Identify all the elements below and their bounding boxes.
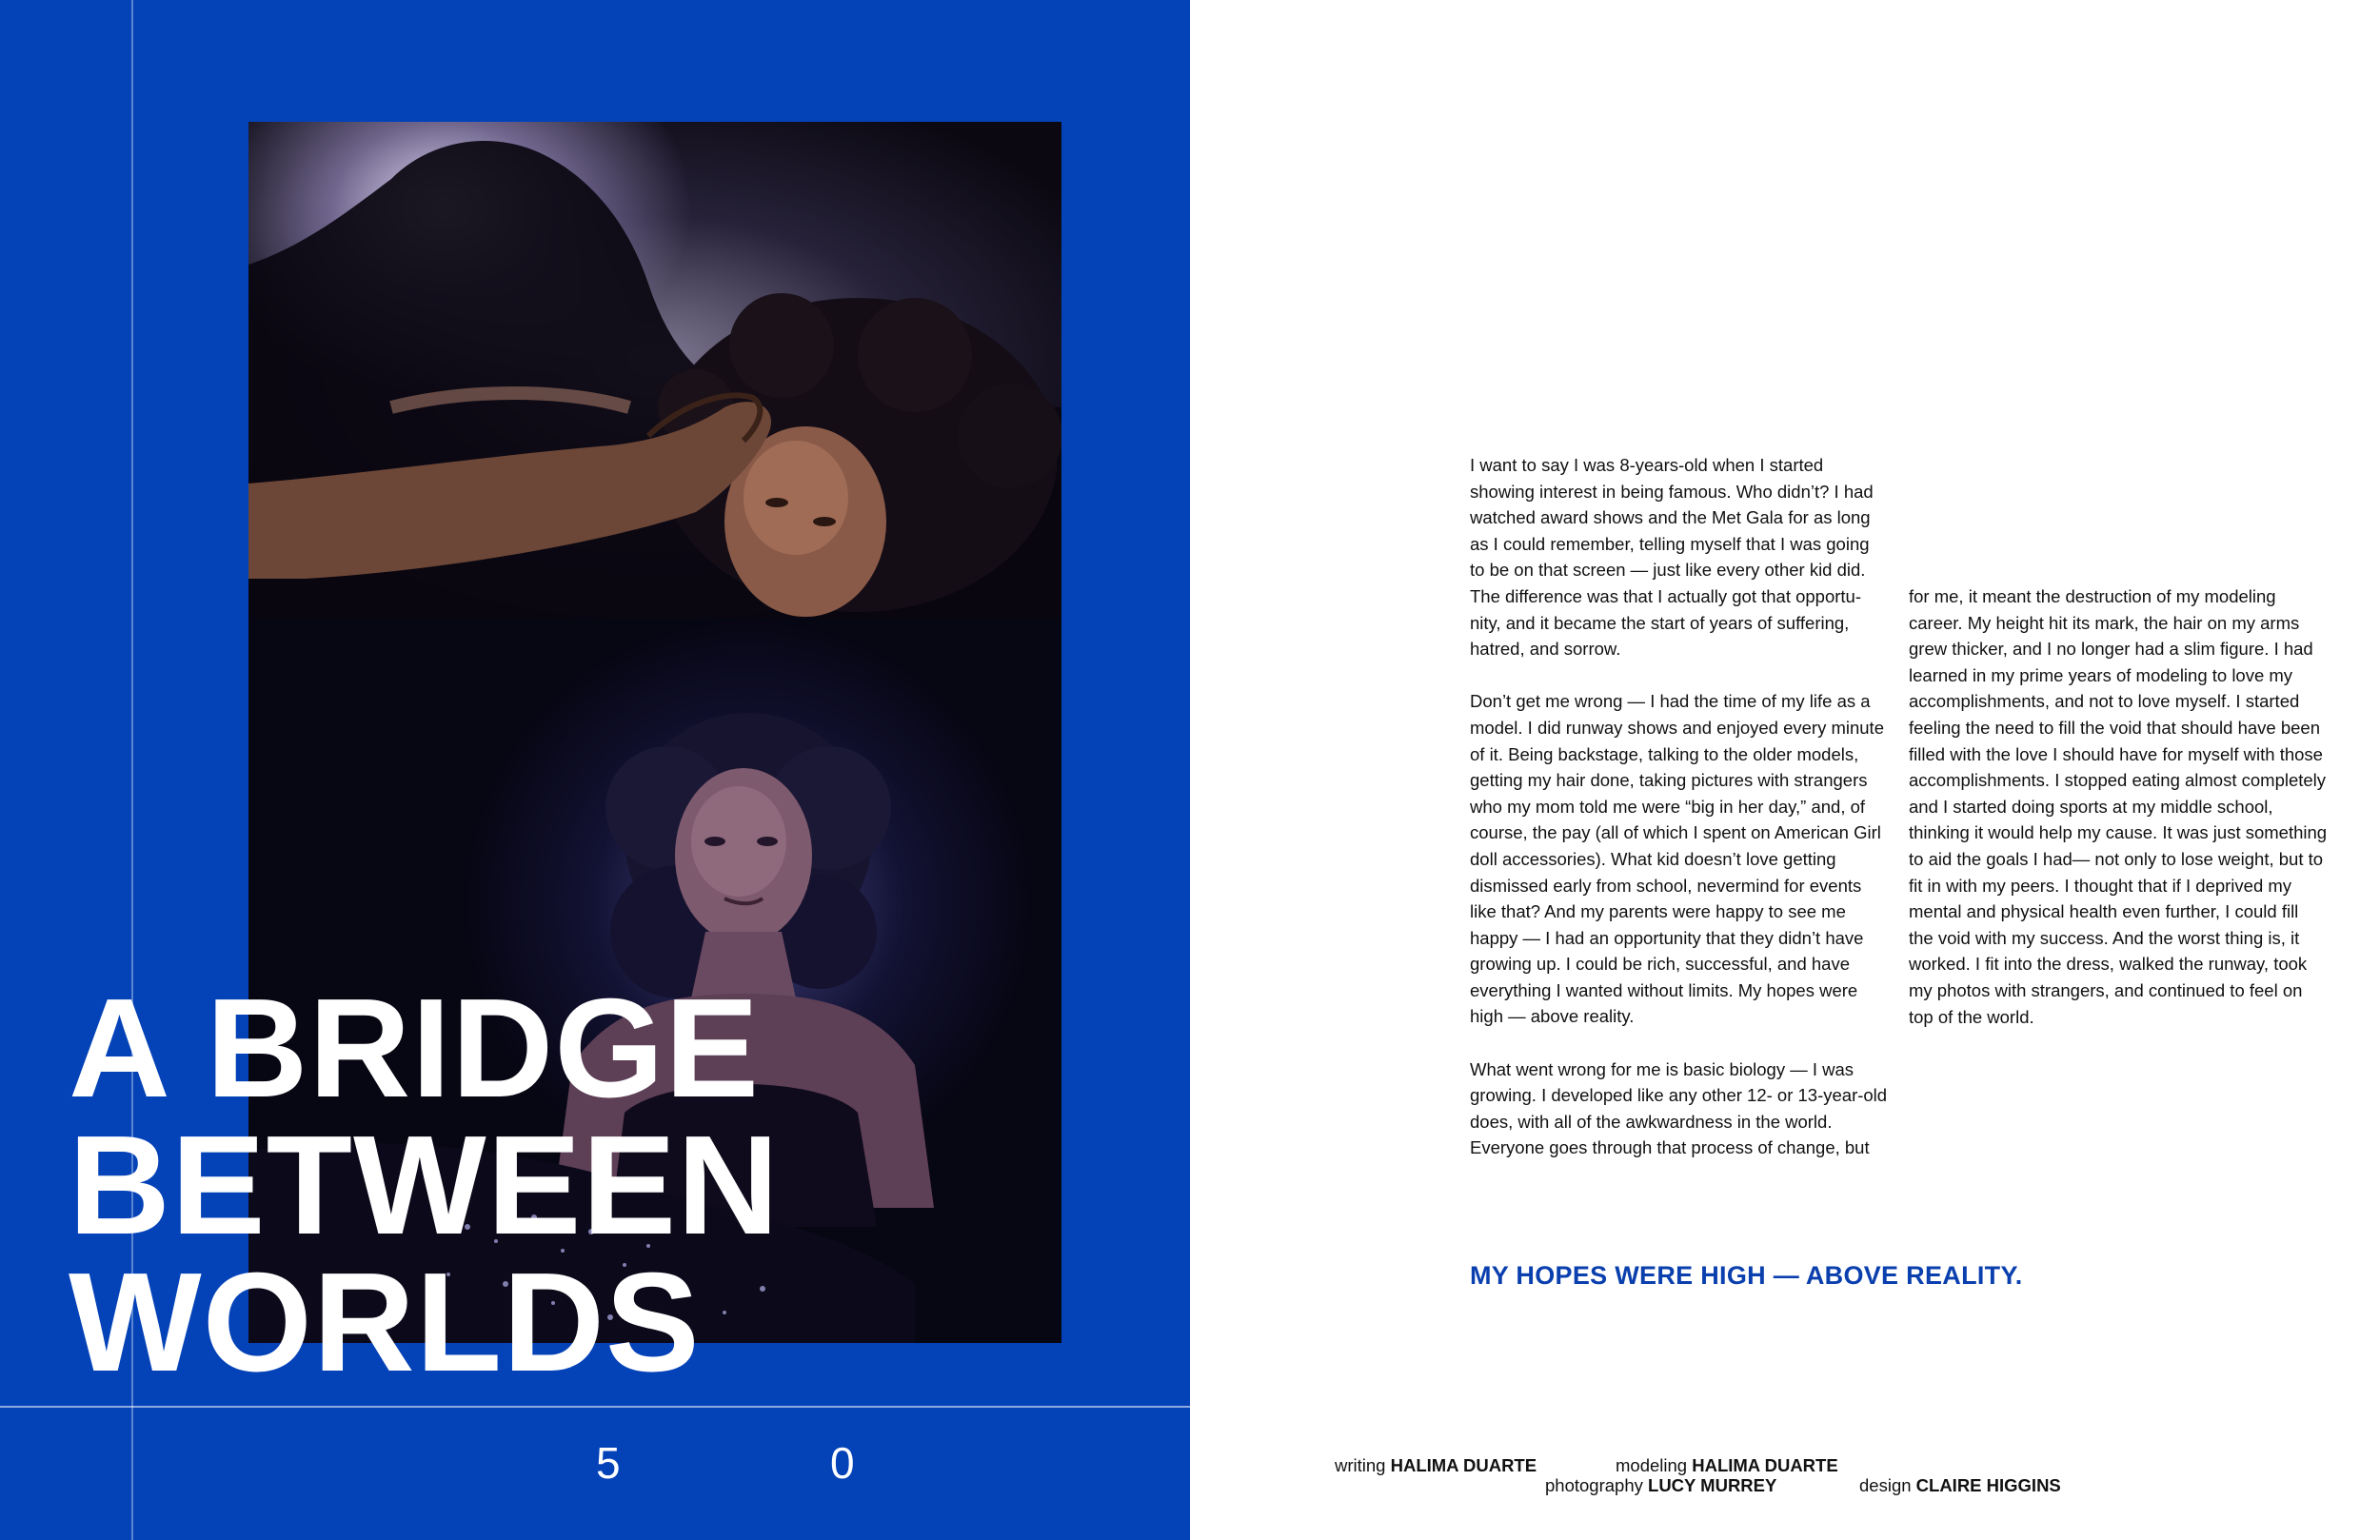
- article-column-2: [1909, 583, 2328, 1056]
- photo-top-portrait: [248, 122, 1061, 618]
- headline-line: A BRIDGE: [69, 970, 761, 1127]
- credit-name: HALIMA DUARTE: [1390, 1455, 1537, 1475]
- paragraph: I want to say I was 8-years-old when I started showing interest in being famous. Who didn’t? I had watched award shows and the Met Gala for as long as I could remember, telling myself that I was going to be on that screen — just like every other kid did. The difference was that I actually got that opportu-nity, and it became the start of years of suffering, hatred, and sorrow.: [1470, 455, 1874, 660]
- photo-top-illustration: [248, 122, 1061, 618]
- folio-digit: 5: [596, 1438, 621, 1488]
- credit-photography: [1545, 1475, 1776, 1496]
- paragraph: What went wrong for me is basic biology — I was growing. I developed like any other 12- or 13-year-old does, with all of the awkwardness in the world. Everyone goes through that process of change, but: [1470, 1058, 1888, 1158]
- headline-line: WORLDS: [69, 1244, 701, 1401]
- folio-digit: 0: [830, 1438, 855, 1488]
- credit-role: design: [1859, 1475, 1916, 1495]
- credit-role: writing: [1335, 1455, 1391, 1475]
- credit-design: [1859, 1475, 2061, 1496]
- article-column-1: [1470, 452, 1889, 1188]
- pull-quote: MY HOPES WERE HIGH — ABOVE REALITY.: [1470, 1261, 2023, 1290]
- paragraph: Don’t get me wrong — I had the time of my life as a model. I did runway shows and enjoyed every minute of it. Being backstage, talking to the older models, getting my hair done, taking pictures with strangers who my mom told me were “big in her day,” and, of course, the pay (all of which I spent on American Girl doll accessories). What kid doesn’t love getting dismissed early from school, nevermind for events like that? And my parents were happy to see me happy — I had an opportunity that they didn’t have growing up. I could be rich, successful, and have everything I wanted without limits. My hopes were high — above reality.: [1470, 691, 1884, 1027]
- horizontal-rule-left: [0, 1406, 1190, 1408]
- headline: [69, 970, 780, 1401]
- credit-role: modeling: [1616, 1455, 1693, 1475]
- credit-name: HALIMA DUARTE: [1692, 1455, 1838, 1475]
- credit-modeling: [1616, 1455, 1838, 1476]
- credit-name: CLAIRE HIGGINS: [1915, 1475, 2061, 1495]
- credit-role: photography: [1545, 1475, 1649, 1495]
- headline-line: BETWEEN: [69, 1107, 780, 1264]
- credit-writing: [1335, 1455, 1537, 1476]
- credit-name: LUCY MURREY: [1648, 1475, 1777, 1495]
- paragraph: for me, it meant the destruction of my modeling career. My height hit its mark, the hair on my arms grew thicker, and I no longer had a slim figure. I had learned in my prime years of modeling to love my accomplishments, and not to love myself. I started feeling the need to fill the void that should have been filled with the love I should have for myself with those accomplishments. I stopped eating almost completely and I started doing sports at my middle school, thinking it would help my cause. It was just something to aid the goals I had— not only to lose weight, but to fit in with my peers. I thought that if I deprived my mental and physical health even further, I could fill the void with my success. And the worst thing is, it worked. I fit into the dress, walked the runway, took my photos with strangers, and continued to feel on top of the world.: [1909, 586, 2328, 1027]
